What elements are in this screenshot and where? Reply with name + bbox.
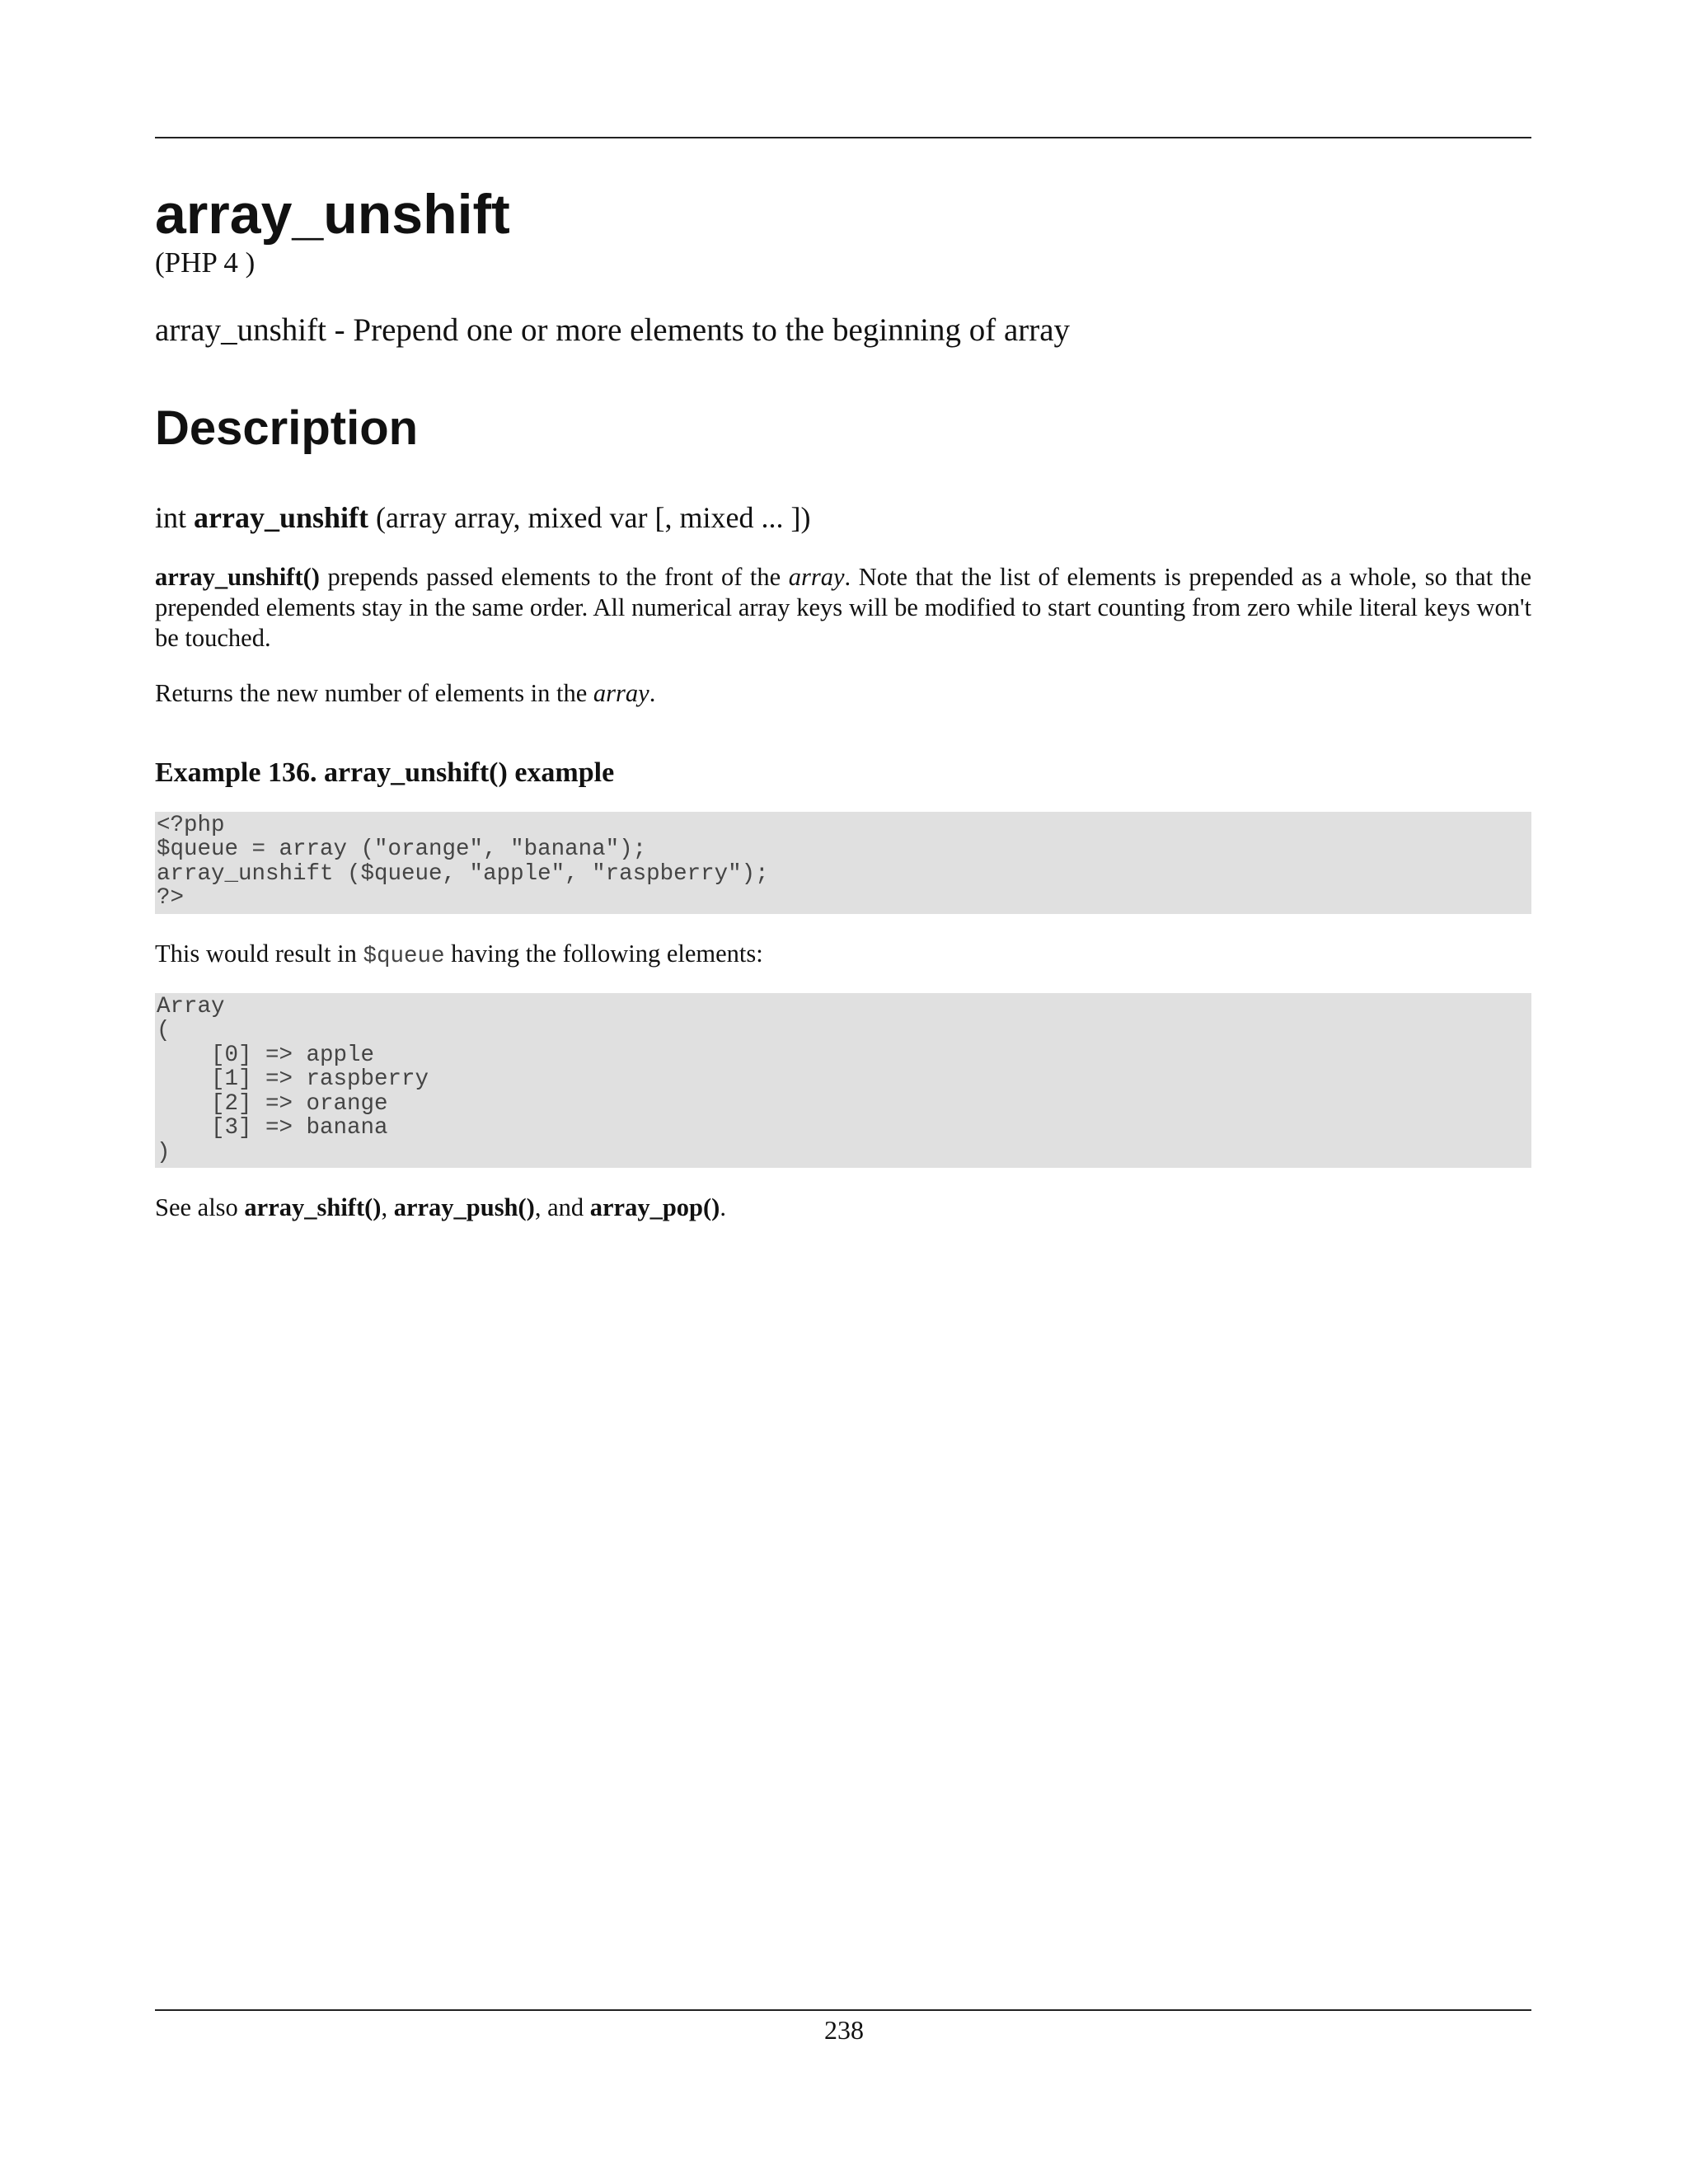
code-example: <?php $queue = array ("orange", "banana"); array_unshift ($queue, "apple", "raspberry"); ?> xyxy=(155,812,1531,914)
page-content xyxy=(155,183,1532,1223)
inline-variable: $queue xyxy=(363,943,445,969)
function-reference: array_unshift() xyxy=(155,562,320,591)
paragraph-text: . Note that the list of elements is prepended as a whole, so that the prepended elements stay in the same order. All numerical array keys will be modified to start counting from zero while literal keys won't be touched. xyxy=(155,562,1532,652)
see-also-link-array-shift[interactable]: array_shift() xyxy=(244,1193,382,1222)
parameter-emphasis: array xyxy=(593,678,649,707)
header-rule xyxy=(155,137,1531,138)
see-also-link-array-pop[interactable]: array_pop() xyxy=(589,1193,720,1222)
synopsis-params: (array array, mixed var [, mixed ... ]) xyxy=(376,500,811,534)
synopsis-function-name: array_unshift xyxy=(194,500,369,534)
separator: , and xyxy=(534,1193,590,1222)
paragraph-text: Returns the new number of elements in the xyxy=(155,678,593,707)
separator: . xyxy=(720,1193,726,1222)
separator: , xyxy=(381,1193,394,1222)
footer-rule xyxy=(155,2009,1531,2011)
synopsis-return-type: int xyxy=(155,500,187,534)
description-paragraph xyxy=(155,562,1531,654)
see-also-link-array-push[interactable]: array_push() xyxy=(393,1193,535,1222)
section-title-description: Description xyxy=(155,401,419,455)
return-value-paragraph xyxy=(155,678,1531,709)
parameter-emphasis: array xyxy=(788,562,845,591)
result-paragraph xyxy=(155,939,1531,972)
version-info: (PHP 4 ) xyxy=(155,246,256,279)
output-example: Array ( [0] => apple [1] => raspberry [2] => orange [3] => banana ) xyxy=(155,993,1531,1169)
see-also-paragraph xyxy=(155,1193,1531,1223)
paragraph-text: See also xyxy=(155,1193,245,1222)
page-number: 238 xyxy=(824,2015,864,2045)
paragraph-text: having the following elements: xyxy=(444,939,763,968)
paragraph-text: This would result in xyxy=(155,939,363,968)
function-purpose: array_unshift - Prepend one or more elements to the beginning of array xyxy=(155,312,1071,348)
example-title: Example 136. array_unshift() example xyxy=(155,757,615,788)
paragraph-text: prepends passed elements to the front of the xyxy=(319,562,789,591)
function-synopsis xyxy=(155,500,1531,536)
function-title: array_unshift xyxy=(155,183,510,246)
paragraph-text: . xyxy=(649,678,656,707)
